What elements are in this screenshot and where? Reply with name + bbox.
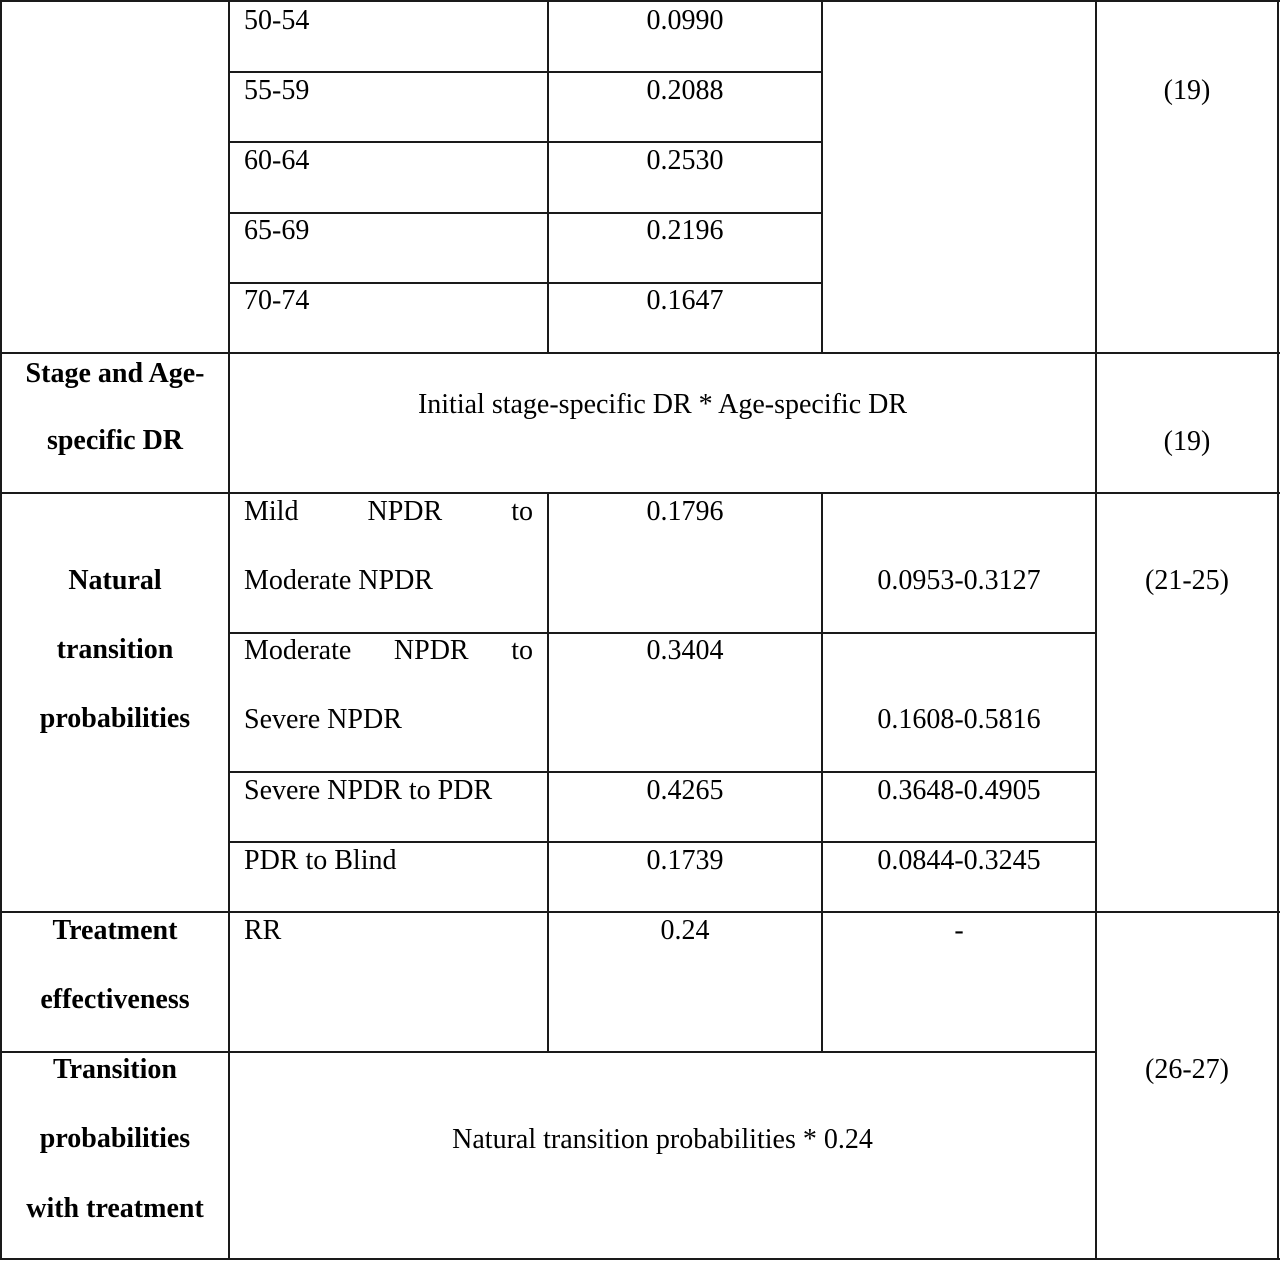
row-heading: transition xyxy=(56,634,174,665)
transition-range: 0.0953-0.3127 xyxy=(877,565,1041,596)
age-group-value: 0.2530 xyxy=(646,145,724,176)
table-right-border xyxy=(1277,0,1279,1260)
row-heading: probabilities xyxy=(39,703,191,734)
column-divider xyxy=(547,492,549,1053)
transition-value: 0.4265 xyxy=(646,775,724,806)
row-heading: Stage and Age- xyxy=(25,358,205,389)
reference: (26-27) xyxy=(1145,1054,1229,1085)
row-divider xyxy=(228,771,1097,773)
formula-text: Natural transition probabilities * 0.24 xyxy=(452,1124,873,1155)
parameter-label: RR xyxy=(244,915,282,946)
reference: (19) xyxy=(1163,426,1211,457)
transition-value: 0.3404 xyxy=(646,635,724,666)
row-heading: Treatment xyxy=(52,915,178,946)
row-divider xyxy=(228,71,823,73)
age-group-label: 65-69 xyxy=(244,215,310,246)
row-heading: Transition xyxy=(53,1054,177,1085)
transition-label: PDR to Blind xyxy=(244,845,397,876)
transition-value: 0.1796 xyxy=(646,496,724,527)
age-group-label: 50-54 xyxy=(244,5,310,36)
column-divider xyxy=(821,0,823,354)
row-divider xyxy=(228,282,823,284)
transition-label: Severe NPDR xyxy=(244,704,402,735)
transition-range: 0.0844-0.3245 xyxy=(877,845,1041,876)
age-group-value: 0.0990 xyxy=(646,5,724,36)
parameter-value: 0.24 xyxy=(660,915,710,946)
column-divider xyxy=(228,0,230,1260)
reference: (21-25) xyxy=(1145,565,1229,596)
formula-text: Initial stage-specific DR * Age-specific DR xyxy=(417,389,908,420)
row-heading: with treatment xyxy=(26,1193,204,1224)
age-group-value: 0.2196 xyxy=(646,215,724,246)
parameter-range: - xyxy=(954,915,964,946)
reference: (19) xyxy=(1163,75,1211,106)
row-divider xyxy=(228,141,823,143)
row-divider xyxy=(0,911,1280,913)
transition-range: 0.1608-0.5816 xyxy=(877,704,1041,735)
transition-range: 0.3648-0.4905 xyxy=(877,775,1041,806)
age-group-label: 60-64 xyxy=(244,145,310,176)
row-heading: probabilities xyxy=(39,1123,191,1154)
transition-value: 0.1739 xyxy=(646,845,724,876)
row-divider xyxy=(228,632,1097,634)
row-heading: Natural xyxy=(68,565,162,596)
transition-label: Moderate NPDR to xyxy=(244,635,533,666)
transition-label: Severe NPDR to PDR xyxy=(244,775,493,806)
row-divider xyxy=(0,492,1280,494)
age-group-value: 0.2088 xyxy=(646,75,724,106)
row-heading: specific DR xyxy=(46,425,184,456)
table-bottom-border xyxy=(0,1258,1280,1260)
row-divider xyxy=(228,841,1097,843)
age-group-label: 70-74 xyxy=(244,285,310,316)
row-heading: effectiveness xyxy=(40,984,190,1015)
transition-label: Mild NPDR to xyxy=(244,496,533,527)
row-divider xyxy=(0,352,1280,354)
row-divider xyxy=(228,212,823,214)
transition-label: Moderate NPDR xyxy=(244,565,433,596)
table-top-border xyxy=(0,0,1280,2)
age-group-value: 0.1647 xyxy=(646,285,724,316)
age-group-label: 55-59 xyxy=(244,75,310,106)
